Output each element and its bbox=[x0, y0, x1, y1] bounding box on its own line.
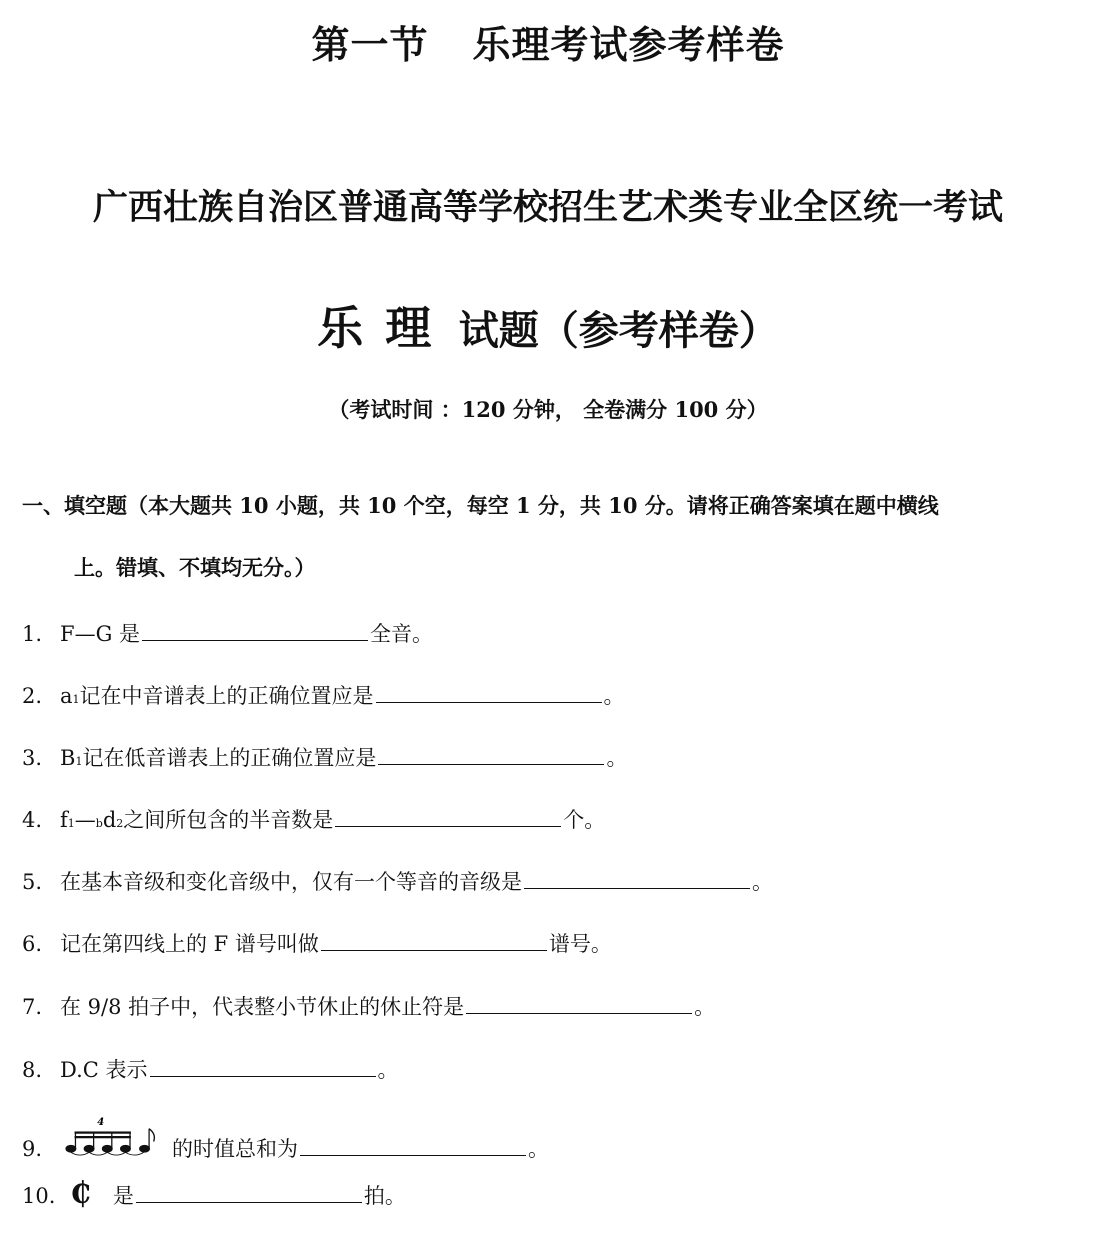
quintuplet-notes-icon bbox=[60, 1116, 160, 1156]
question-6 bbox=[22, 928, 612, 958]
subject: 乐理 bbox=[317, 301, 454, 355]
q-num: 4. bbox=[22, 808, 43, 832]
q-text: 之间所包含的半音数是 bbox=[123, 808, 334, 832]
answer-blank[interactable] bbox=[142, 639, 368, 641]
paper-type: 试题（参考样卷） bbox=[458, 307, 779, 354]
note-name: a bbox=[60, 684, 73, 708]
question-2 bbox=[22, 680, 625, 710]
flat-icon: b bbox=[95, 817, 103, 830]
q-text: 是 bbox=[112, 1184, 134, 1208]
q-suffix: 全音。 bbox=[370, 622, 434, 646]
note-name: B bbox=[60, 746, 76, 770]
q-num: 7. bbox=[22, 995, 43, 1019]
q-suffix: 。 bbox=[603, 684, 625, 708]
q-text: 记在第四线上的 F 谱号叫做 bbox=[60, 932, 319, 956]
answer-blank[interactable] bbox=[321, 949, 547, 951]
section-title bbox=[0, 14, 1096, 69]
exam-name: 广西壮族自治区普通高等学校招生艺术类专业全区统一考试 bbox=[92, 188, 1003, 228]
q-num: 5. bbox=[22, 870, 43, 894]
answer-blank[interactable] bbox=[524, 887, 750, 889]
question-9 bbox=[22, 1116, 549, 1163]
answer-blank[interactable] bbox=[150, 1075, 376, 1077]
q-text: 在 9/8 拍子中，代表整小节休止的休止符是 bbox=[60, 995, 465, 1019]
section-name: 乐理考试参考样卷 bbox=[472, 23, 785, 67]
q-text: 在基本音级和变化音级中，仅有一个等音的音级是 bbox=[60, 870, 522, 894]
q-suffix: 。 bbox=[528, 1137, 549, 1161]
q-text: 记在中音谱表上的正确位置应是 bbox=[79, 684, 374, 708]
octave-mark: 2 bbox=[116, 817, 124, 830]
answer-blank[interactable] bbox=[376, 701, 602, 703]
question-3 bbox=[22, 742, 627, 772]
q-text: 的时值总和为 bbox=[172, 1137, 298, 1161]
q-suffix: 个。 bbox=[563, 808, 606, 832]
dash: — bbox=[74, 808, 96, 832]
question-7 bbox=[22, 991, 715, 1021]
q-suffix: 。 bbox=[377, 1058, 399, 1082]
question-8 bbox=[22, 1054, 399, 1084]
answer-blank[interactable] bbox=[335, 825, 561, 827]
q-num: 10. bbox=[22, 1184, 56, 1208]
cut-time-icon: ₵ bbox=[70, 1176, 91, 1211]
q-num: 8. bbox=[22, 1058, 43, 1082]
q-num: 2. bbox=[22, 684, 43, 708]
section-heading: 一、填空题（本大题共 10 小题，共 10 个空，每空 1 分，共 10 分。请将正确答案填在题中横线 bbox=[22, 493, 939, 518]
question-4 bbox=[22, 804, 605, 834]
section-heading-cont: 上。错填、不填均无分。） bbox=[74, 555, 316, 580]
answer-blank[interactable] bbox=[300, 1154, 526, 1156]
q-text: F—G 是 bbox=[60, 622, 141, 646]
octave-mark: 1 bbox=[75, 755, 83, 768]
question-1 bbox=[22, 618, 433, 648]
paper-title bbox=[0, 292, 1096, 358]
answer-blank[interactable] bbox=[378, 763, 604, 765]
q-suffix: 谱号。 bbox=[548, 932, 612, 956]
q-suffix: 。 bbox=[752, 870, 773, 894]
octave-mark: 1 bbox=[72, 693, 80, 706]
q-text: D.C 表示 bbox=[60, 1058, 148, 1082]
question-10 bbox=[22, 1176, 406, 1211]
octave-mark: 1 bbox=[67, 817, 75, 830]
note-name: d bbox=[102, 808, 117, 832]
q-suffix: 。 bbox=[606, 746, 628, 770]
q-suffix: 拍。 bbox=[363, 1184, 406, 1208]
exam-info: （考试时间 ：120 分钟， 全卷满分 100 分） bbox=[328, 397, 768, 422]
q-text: 记在低音谱表上的正确位置应是 bbox=[82, 746, 377, 770]
q-num: 6. bbox=[22, 932, 43, 956]
q-num: 3. bbox=[22, 746, 43, 770]
section-part: 第一节 bbox=[311, 23, 429, 67]
answer-blank[interactable] bbox=[136, 1201, 362, 1203]
q-num: 9. bbox=[22, 1137, 43, 1161]
q-suffix: 。 bbox=[694, 995, 716, 1019]
tuplet-number: 4 bbox=[97, 1117, 105, 1129]
question-5 bbox=[22, 866, 773, 896]
answer-blank[interactable] bbox=[466, 1012, 692, 1014]
q-num: 1. bbox=[22, 622, 43, 646]
note-name: f bbox=[60, 808, 68, 832]
